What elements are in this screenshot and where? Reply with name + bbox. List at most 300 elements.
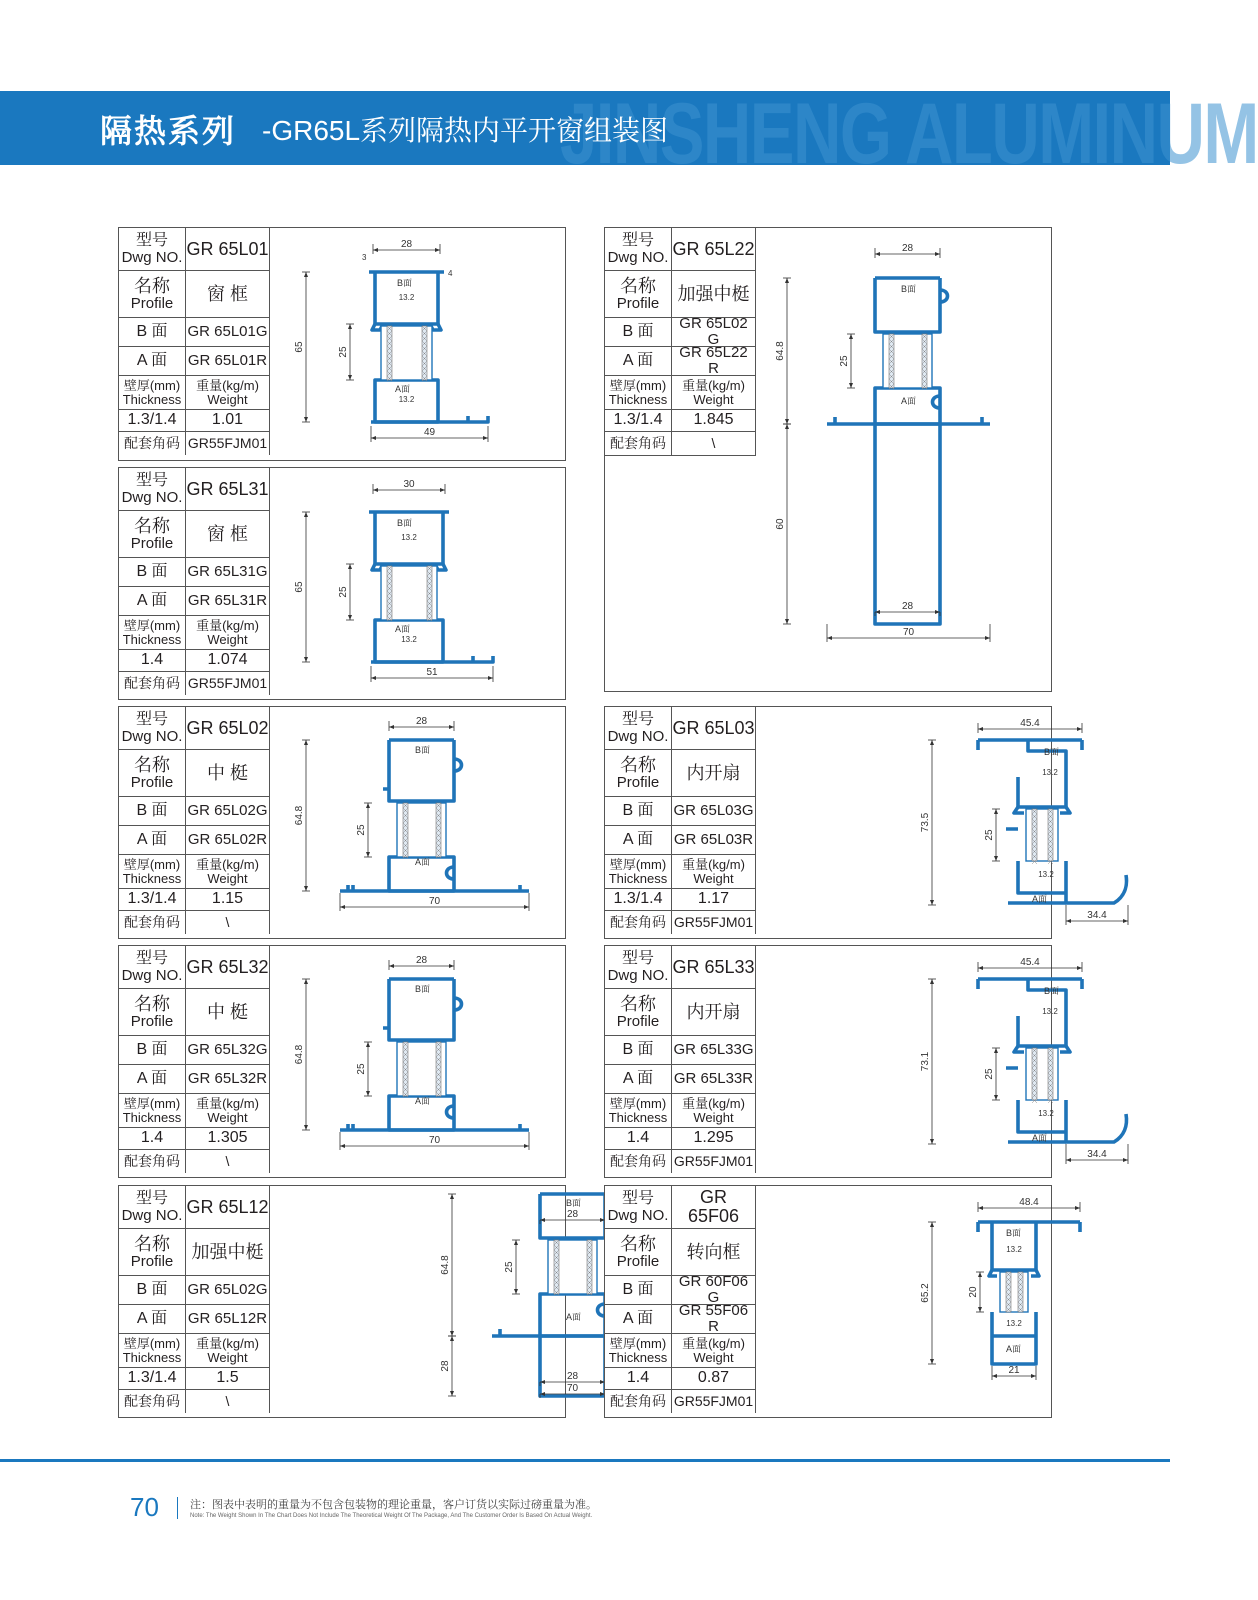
label-name: 名称 <box>134 993 170 1014</box>
label-dwg-en: Dwg NO. <box>607 1206 669 1224</box>
dim-label-bottom: 70 <box>566 1383 579 1394</box>
label-weight-en: Weight <box>207 391 248 407</box>
profile-panel-5 <box>604 706 1107 939</box>
profile-section <box>827 278 990 624</box>
row-thickness-weight-labels <box>119 1094 269 1128</box>
dim-height <box>294 512 310 662</box>
a-face-value: GR 55F06 R <box>678 1302 749 1335</box>
label-name: 名称 <box>620 1233 656 1254</box>
label-name: 名称 <box>620 275 656 296</box>
dim-label-inner: 28 <box>901 601 914 612</box>
thickness-value: 1.3/1.4 <box>127 890 177 908</box>
dim-mid <box>338 564 354 620</box>
face-width-label: 13.2 <box>1038 1109 1054 1118</box>
label-dwg: 型号 <box>135 1189 168 1207</box>
label-thickness: 壁厚(mm) <box>609 1095 667 1111</box>
face-width-label: 13.2 <box>398 395 415 404</box>
dim-label-bottom: 49 <box>423 427 436 438</box>
dwg-no-value: GR 65L33 <box>672 956 755 977</box>
profile-value: 加强中梃 <box>191 1241 264 1262</box>
dim-label-lower: 28 <box>440 1360 451 1372</box>
row-corner-code <box>119 672 269 695</box>
label-weight: 重量(kg/m) <box>682 1095 745 1111</box>
label-thickness: 壁厚(mm) <box>123 617 181 633</box>
row-corner-code <box>605 911 755 934</box>
b-face-value: GR 65L33G <box>673 1041 754 1059</box>
label-weight: 重量(kg/m) <box>196 856 259 872</box>
dim-label-mid: 25 <box>984 829 995 841</box>
weight-value: 1.074 <box>207 651 248 669</box>
profile-value: 内开扇 <box>686 1001 741 1022</box>
corner-code-value: GR55FJM01 <box>673 914 754 931</box>
thermal-break <box>1000 1272 1028 1312</box>
row-corner-code <box>119 432 269 455</box>
label-a-face: A 面 <box>622 1069 654 1087</box>
weight-value: 1.295 <box>693 1129 734 1147</box>
dim-bottom <box>340 893 529 911</box>
dim-mid <box>984 1048 1000 1100</box>
dwg-no-value: GR 65L12 <box>186 1196 269 1217</box>
thickness-value: 1.3/1.4 <box>127 1369 177 1387</box>
label-weight: 重量(kg/m) <box>196 1095 259 1111</box>
row-profile <box>605 989 755 1036</box>
dwg-no-value: GR 65L32 <box>186 956 269 977</box>
profile-value: 加强中梃 <box>677 283 750 304</box>
dwg-no-value: GR 65L03 <box>672 717 755 738</box>
spec-table <box>119 468 270 695</box>
label-weight: 重量(kg/m) <box>196 1335 259 1351</box>
label-weight-en: Weight <box>207 631 248 647</box>
label-b-face: B 面 <box>136 562 168 580</box>
dim-label-bottom: 34.4 <box>1087 1149 1107 1160</box>
dwg-no-value: GR 65F06 <box>687 1187 740 1226</box>
row-thickness-weight-labels <box>605 1094 755 1128</box>
b-face-value: GR 65L31G <box>187 563 268 581</box>
row-dwg-no <box>605 707 755 750</box>
b-face-value: GR 65L32G <box>187 1041 268 1059</box>
row-a-face <box>119 826 269 855</box>
row-corner-code <box>605 1150 755 1173</box>
dim-lower <box>775 424 791 624</box>
label-thickness-en: Thickness <box>608 1109 668 1125</box>
dim-label-top: 45.4 <box>1020 718 1040 729</box>
profile-value: 中 梃 <box>206 762 248 783</box>
row-profile <box>119 511 269 558</box>
weight-value: 1.15 <box>211 890 244 908</box>
dim-label-lower: 60 <box>775 518 786 530</box>
thickness-value: 1.4 <box>140 1129 164 1147</box>
label-thickness: 壁厚(mm) <box>609 377 667 393</box>
thickness-value: 1.3/1.4 <box>613 890 663 908</box>
label-a-face: A 面 <box>136 351 168 369</box>
row-b-face <box>605 1273 755 1306</box>
corner-code-value: GR55FJM01 <box>187 435 268 452</box>
spec-table <box>605 1186 756 1413</box>
label-thickness: 壁厚(mm) <box>123 1335 181 1351</box>
dim-label-height: 65.2 <box>920 1283 931 1303</box>
row-thickness-weight-values <box>119 410 269 432</box>
label-thickness-en: Thickness <box>608 391 668 407</box>
label-name-en: Profile <box>130 1252 174 1270</box>
dim-height <box>920 1222 936 1364</box>
label-corner: 配套角码 <box>610 1153 666 1170</box>
label-weight-en: Weight <box>207 870 248 886</box>
label-name: 名称 <box>620 754 656 775</box>
face-width-label: 13.2 <box>401 635 417 644</box>
dim-label-mid: 25 <box>338 346 349 358</box>
row-a-face <box>605 1065 755 1094</box>
a-face-value: GR 65L01R <box>187 352 268 370</box>
dim-inner <box>875 601 940 616</box>
label-thickness: 壁厚(mm) <box>123 1095 181 1111</box>
spec-table <box>119 946 270 1173</box>
dim-label-bottom: 34.4 <box>1087 910 1107 921</box>
dim-label-height: 64.8 <box>294 1044 305 1065</box>
row-b-face <box>119 1276 269 1305</box>
dim-bottom <box>371 666 493 682</box>
dim-mid <box>839 334 855 388</box>
face-tag-a_tag: A面 <box>1006 1344 1022 1354</box>
spec-table <box>119 1186 270 1413</box>
spec-table <box>605 707 756 934</box>
label-thickness: 壁厚(mm) <box>123 856 181 872</box>
label-weight-en: Weight <box>693 870 734 886</box>
thickness-value: 1.4 <box>626 1129 650 1147</box>
spec-table <box>605 946 756 1173</box>
label-weight-en: Weight <box>693 1349 734 1365</box>
page-number: 70 <box>130 1492 159 1522</box>
dim-bottom <box>827 624 990 642</box>
profile-panel-2 <box>604 227 1052 692</box>
label-a-face: A 面 <box>622 351 654 369</box>
label-corner: 配套角码 <box>610 1393 666 1410</box>
b-face-value: GR 65L02 G <box>679 315 748 348</box>
label-b-face: B 面 <box>622 1280 654 1298</box>
label-dwg-en: Dwg NO. <box>607 966 669 984</box>
face-tag-a_tag: A面 <box>901 396 917 406</box>
page-subtitle: -GR65L系列隔热内平开窗组装图 <box>262 115 669 146</box>
label-a-face: A 面 <box>136 591 168 609</box>
label-thickness-en: Thickness <box>122 631 182 647</box>
dim-mid <box>338 324 354 380</box>
face-width-label: 13.2 <box>401 533 417 542</box>
label-thickness-en: Thickness <box>122 870 182 886</box>
weight-value: 1.17 <box>697 890 730 908</box>
label-name: 名称 <box>134 1233 170 1254</box>
dim-label-top: 48.4 <box>1019 1197 1039 1208</box>
face-width-label: 13.2 <box>1038 870 1054 879</box>
profile-value: 内开扇 <box>686 762 741 783</box>
a-face-value: GR 65L33R <box>673 1070 754 1088</box>
row-corner-code <box>119 1390 269 1413</box>
row-a-face <box>119 1065 269 1094</box>
dim-bottom <box>340 1132 529 1150</box>
face-tag-b_tag: B面 <box>415 745 431 755</box>
dim-bottom <box>1066 1144 1128 1164</box>
label-dwg: 型号 <box>621 231 654 249</box>
a-face-value: GR 65L31R <box>187 592 268 610</box>
label-thickness: 壁厚(mm) <box>123 377 181 393</box>
dim-mid <box>356 803 372 857</box>
label-weight-en: Weight <box>693 391 734 407</box>
dim-label-height: 65 <box>294 581 305 593</box>
label-weight: 重量(kg/m) <box>196 377 259 393</box>
face-tag-a_tag: A面 <box>415 857 431 867</box>
dim-label-height: 73.5 <box>920 812 931 833</box>
face-tag-b_tag: B面 <box>397 518 413 528</box>
footer-divider <box>0 1459 1170 1462</box>
dim-lower <box>440 1336 456 1396</box>
dim-top <box>978 1197 1080 1212</box>
label-b-face: B 面 <box>136 1040 168 1058</box>
dim-label-bottom: 21 <box>1008 1365 1020 1376</box>
label-a-face: A 面 <box>622 830 654 848</box>
row-dwg-no <box>119 946 269 989</box>
row-b-face <box>605 797 755 826</box>
row-dwg-no <box>119 707 269 750</box>
profile-value: 转向框 <box>686 1241 741 1262</box>
dim-label-mid: 25 <box>356 1063 367 1075</box>
dim-label-top: 30 <box>403 479 415 490</box>
label-name: 名称 <box>134 275 170 296</box>
dim-height <box>294 979 310 1130</box>
row-corner-code <box>119 1150 269 1173</box>
profile-drawing <box>270 468 564 697</box>
dim-label-height: 64.8 <box>440 1255 451 1275</box>
dim-label-mid: 25 <box>356 824 367 836</box>
profile-panel-8 <box>118 1185 582 1418</box>
row-profile <box>119 271 269 318</box>
label-name-en: Profile <box>130 294 174 312</box>
profile-value: 中 梃 <box>206 1001 248 1022</box>
label-thickness: 壁厚(mm) <box>609 856 667 872</box>
dwg-no-value: GR 65L22 <box>672 238 755 259</box>
label-weight: 重量(kg/m) <box>196 617 259 633</box>
profile-value: 窗 框 <box>206 283 248 304</box>
label-corner: 配套角码 <box>124 914 180 931</box>
dim-top <box>389 716 454 731</box>
label-dwg-en: Dwg NO. <box>121 966 183 984</box>
weight-value: 1.5 <box>216 1369 239 1387</box>
row-a-face <box>119 1305 269 1334</box>
label-b-face: B 面 <box>622 322 654 340</box>
label-name: 名称 <box>134 754 170 775</box>
dim-bottom <box>992 1365 1036 1380</box>
row-a-face <box>605 1302 755 1335</box>
dim-bottom <box>371 426 488 442</box>
dim-label-top-small-b: 4 <box>448 269 453 278</box>
row-thickness-weight-values <box>119 650 269 672</box>
dim-top <box>373 239 440 254</box>
row-thickness-weight-labels <box>119 1334 269 1368</box>
profile-drawing <box>270 707 564 936</box>
dim-bottom <box>1066 905 1128 925</box>
row-thickness-weight-values <box>605 1128 755 1150</box>
thermal-break <box>548 1240 597 1295</box>
thermal-break <box>397 803 446 858</box>
footer-note-en: Note: The Weight Shown In The Chart Does Not Include The Theoretical Weight Of The Package, And The Customer Order Is Based On Actual Weight. <box>190 1513 593 1519</box>
thermal-break <box>381 566 437 621</box>
dim-label-bottom: 70 <box>428 896 441 907</box>
label-corner: 配套角码 <box>610 914 666 931</box>
row-a-face <box>119 587 269 616</box>
label-dwg: 型号 <box>621 1189 654 1207</box>
face-tag-a_tag: A面 <box>1032 894 1048 904</box>
profile-drawing <box>756 707 1107 936</box>
dim-top <box>978 957 1082 972</box>
dim-height <box>294 740 310 891</box>
profile-section <box>978 1222 1080 1364</box>
label-thickness-en: Thickness <box>122 1349 182 1365</box>
dim-label-bottom: 70 <box>902 627 915 638</box>
label-dwg: 型号 <box>621 949 654 967</box>
label-dwg-en: Dwg NO. <box>121 488 183 506</box>
profile-panel-9 <box>604 1185 1052 1418</box>
row-b-face <box>119 558 269 587</box>
row-dwg-no <box>119 1186 269 1229</box>
b-face-value: GR 65L03G <box>673 802 754 820</box>
face-width-label: 13.2 <box>1006 1319 1022 1328</box>
row-profile <box>119 1229 269 1276</box>
label-b-face: B 面 <box>622 1040 654 1058</box>
dim-height <box>775 278 791 424</box>
a-face-value: GR 65L32R <box>187 1070 268 1088</box>
dim-label-top: 28 <box>415 955 428 966</box>
profile-drawing <box>270 1186 582 1415</box>
dim-mid <box>356 1042 372 1096</box>
label-dwg-en: Dwg NO. <box>121 727 183 745</box>
label-a-face: A 面 <box>136 1069 168 1087</box>
dim-label-height: 64.8 <box>775 341 786 361</box>
label-a-face: A 面 <box>136 1309 168 1327</box>
profile-panel-1 <box>118 227 566 461</box>
dim-label-height: 73.1 <box>920 1051 931 1072</box>
label-b-face: B 面 <box>136 322 168 340</box>
label-name: 名称 <box>620 993 656 1014</box>
thickness-value: 1.3/1.4 <box>613 411 663 429</box>
label-b-face: B 面 <box>136 1280 168 1298</box>
dim-label-top: 28 <box>566 1209 579 1220</box>
label-thickness-en: Thickness <box>122 391 182 407</box>
label-a-face: A 面 <box>622 1309 654 1327</box>
row-b-face <box>119 1036 269 1065</box>
dim-label-height: 64.8 <box>294 805 305 826</box>
label-corner: 配套角码 <box>610 435 666 452</box>
profile-drawing <box>605 228 1049 689</box>
label-name-en: Profile <box>130 773 174 791</box>
dim-top <box>389 955 454 970</box>
dim-label-top: 45.4 <box>1020 957 1040 968</box>
row-thickness-weight-labels <box>119 855 269 889</box>
dim-height <box>440 1194 456 1336</box>
label-dwg: 型号 <box>135 471 168 489</box>
thickness-value: 1.3/1.4 <box>127 411 177 429</box>
b-face-value: GR 60F06 G <box>678 1273 749 1306</box>
row-profile <box>605 1229 755 1276</box>
face-tag-b_tag: B面 <box>1006 1228 1022 1238</box>
label-b-face: B 面 <box>136 801 168 819</box>
row-profile <box>119 750 269 797</box>
label-weight-en: Weight <box>693 1109 734 1125</box>
dwg-no-value: GR 65L02 <box>186 717 269 738</box>
dim-mid <box>968 1272 984 1312</box>
row-dwg-no <box>605 946 755 989</box>
thermal-break <box>883 334 932 389</box>
label-dwg-en: Dwg NO. <box>607 248 669 266</box>
face-tag-a_tag: A面 <box>395 624 411 634</box>
face-tag-a_tag: A面 <box>395 384 411 394</box>
corner-code-value: \ <box>225 1153 230 1170</box>
profile-panel-4 <box>118 706 566 939</box>
label-dwg: 型号 <box>135 949 168 967</box>
corner-code-value: \ <box>225 914 230 931</box>
dim-label-height: 65 <box>294 341 305 353</box>
label-dwg-en: Dwg NO. <box>121 1206 183 1224</box>
dim-height <box>920 979 936 1144</box>
label-weight-en: Weight <box>207 1109 248 1125</box>
row-dwg-no <box>119 228 269 271</box>
label-thickness-en: Thickness <box>608 1349 668 1365</box>
dim-label-mid: 25 <box>338 586 349 598</box>
dim-label-mid: 25 <box>504 1261 515 1273</box>
weight-value: 1.305 <box>207 1129 248 1147</box>
dim-label-top: 28 <box>901 243 914 254</box>
row-corner-code <box>119 911 269 934</box>
dim-label-mid: 25 <box>984 1068 995 1080</box>
corner-code-value: GR55FJM01 <box>673 1153 754 1170</box>
label-thickness-en: Thickness <box>608 870 668 886</box>
footer-separator <box>177 1497 178 1519</box>
label-dwg-en: Dwg NO. <box>607 727 669 745</box>
thickness-value: 1.4 <box>140 651 164 669</box>
a-face-value: GR 65L12R <box>187 1310 268 1328</box>
row-thickness-weight-labels <box>119 376 269 410</box>
label-name-en: Profile <box>616 1012 660 1030</box>
spec-table <box>119 707 270 934</box>
a-face-value: GR 65L03R <box>673 831 754 849</box>
row-thickness-weight-labels <box>119 616 269 650</box>
row-dwg-no <box>605 1186 755 1229</box>
row-dwg-no <box>119 468 269 511</box>
b-face-value: GR 65L01G <box>187 323 268 341</box>
label-corner: 配套角码 <box>124 1153 180 1170</box>
dim-top <box>373 479 445 494</box>
face-width-label: 13.2 <box>1042 1007 1058 1016</box>
row-corner-code <box>605 1390 755 1413</box>
face-tag-b_tag: B面 <box>397 278 413 288</box>
label-name-en: Profile <box>616 1252 660 1270</box>
dim-label-top: 28 <box>400 239 413 250</box>
thermal-break <box>1026 809 1058 864</box>
dim-mid <box>504 1240 520 1294</box>
weight-value: 1.845 <box>693 411 734 429</box>
dim-height <box>920 740 936 905</box>
label-weight: 重量(kg/m) <box>682 377 745 393</box>
profile-panel-7 <box>604 945 1107 1178</box>
corner-code-value: \ <box>225 1393 230 1410</box>
row-thickness-weight-values <box>119 1368 269 1390</box>
corner-code-value: GR55FJM01 <box>187 675 268 692</box>
dim-top <box>540 1209 605 1224</box>
dim-label-bottom: 51 <box>426 667 438 678</box>
face-tag-b_tag: B面 <box>415 984 431 994</box>
dim-mid <box>984 809 1000 861</box>
face-tag-b_tag: B面 <box>1044 986 1060 996</box>
label-a-face: A 面 <box>136 830 168 848</box>
dim-top <box>978 718 1082 733</box>
dim-height <box>294 272 310 422</box>
corner-code-value: GR55FJM01 <box>673 1393 754 1410</box>
